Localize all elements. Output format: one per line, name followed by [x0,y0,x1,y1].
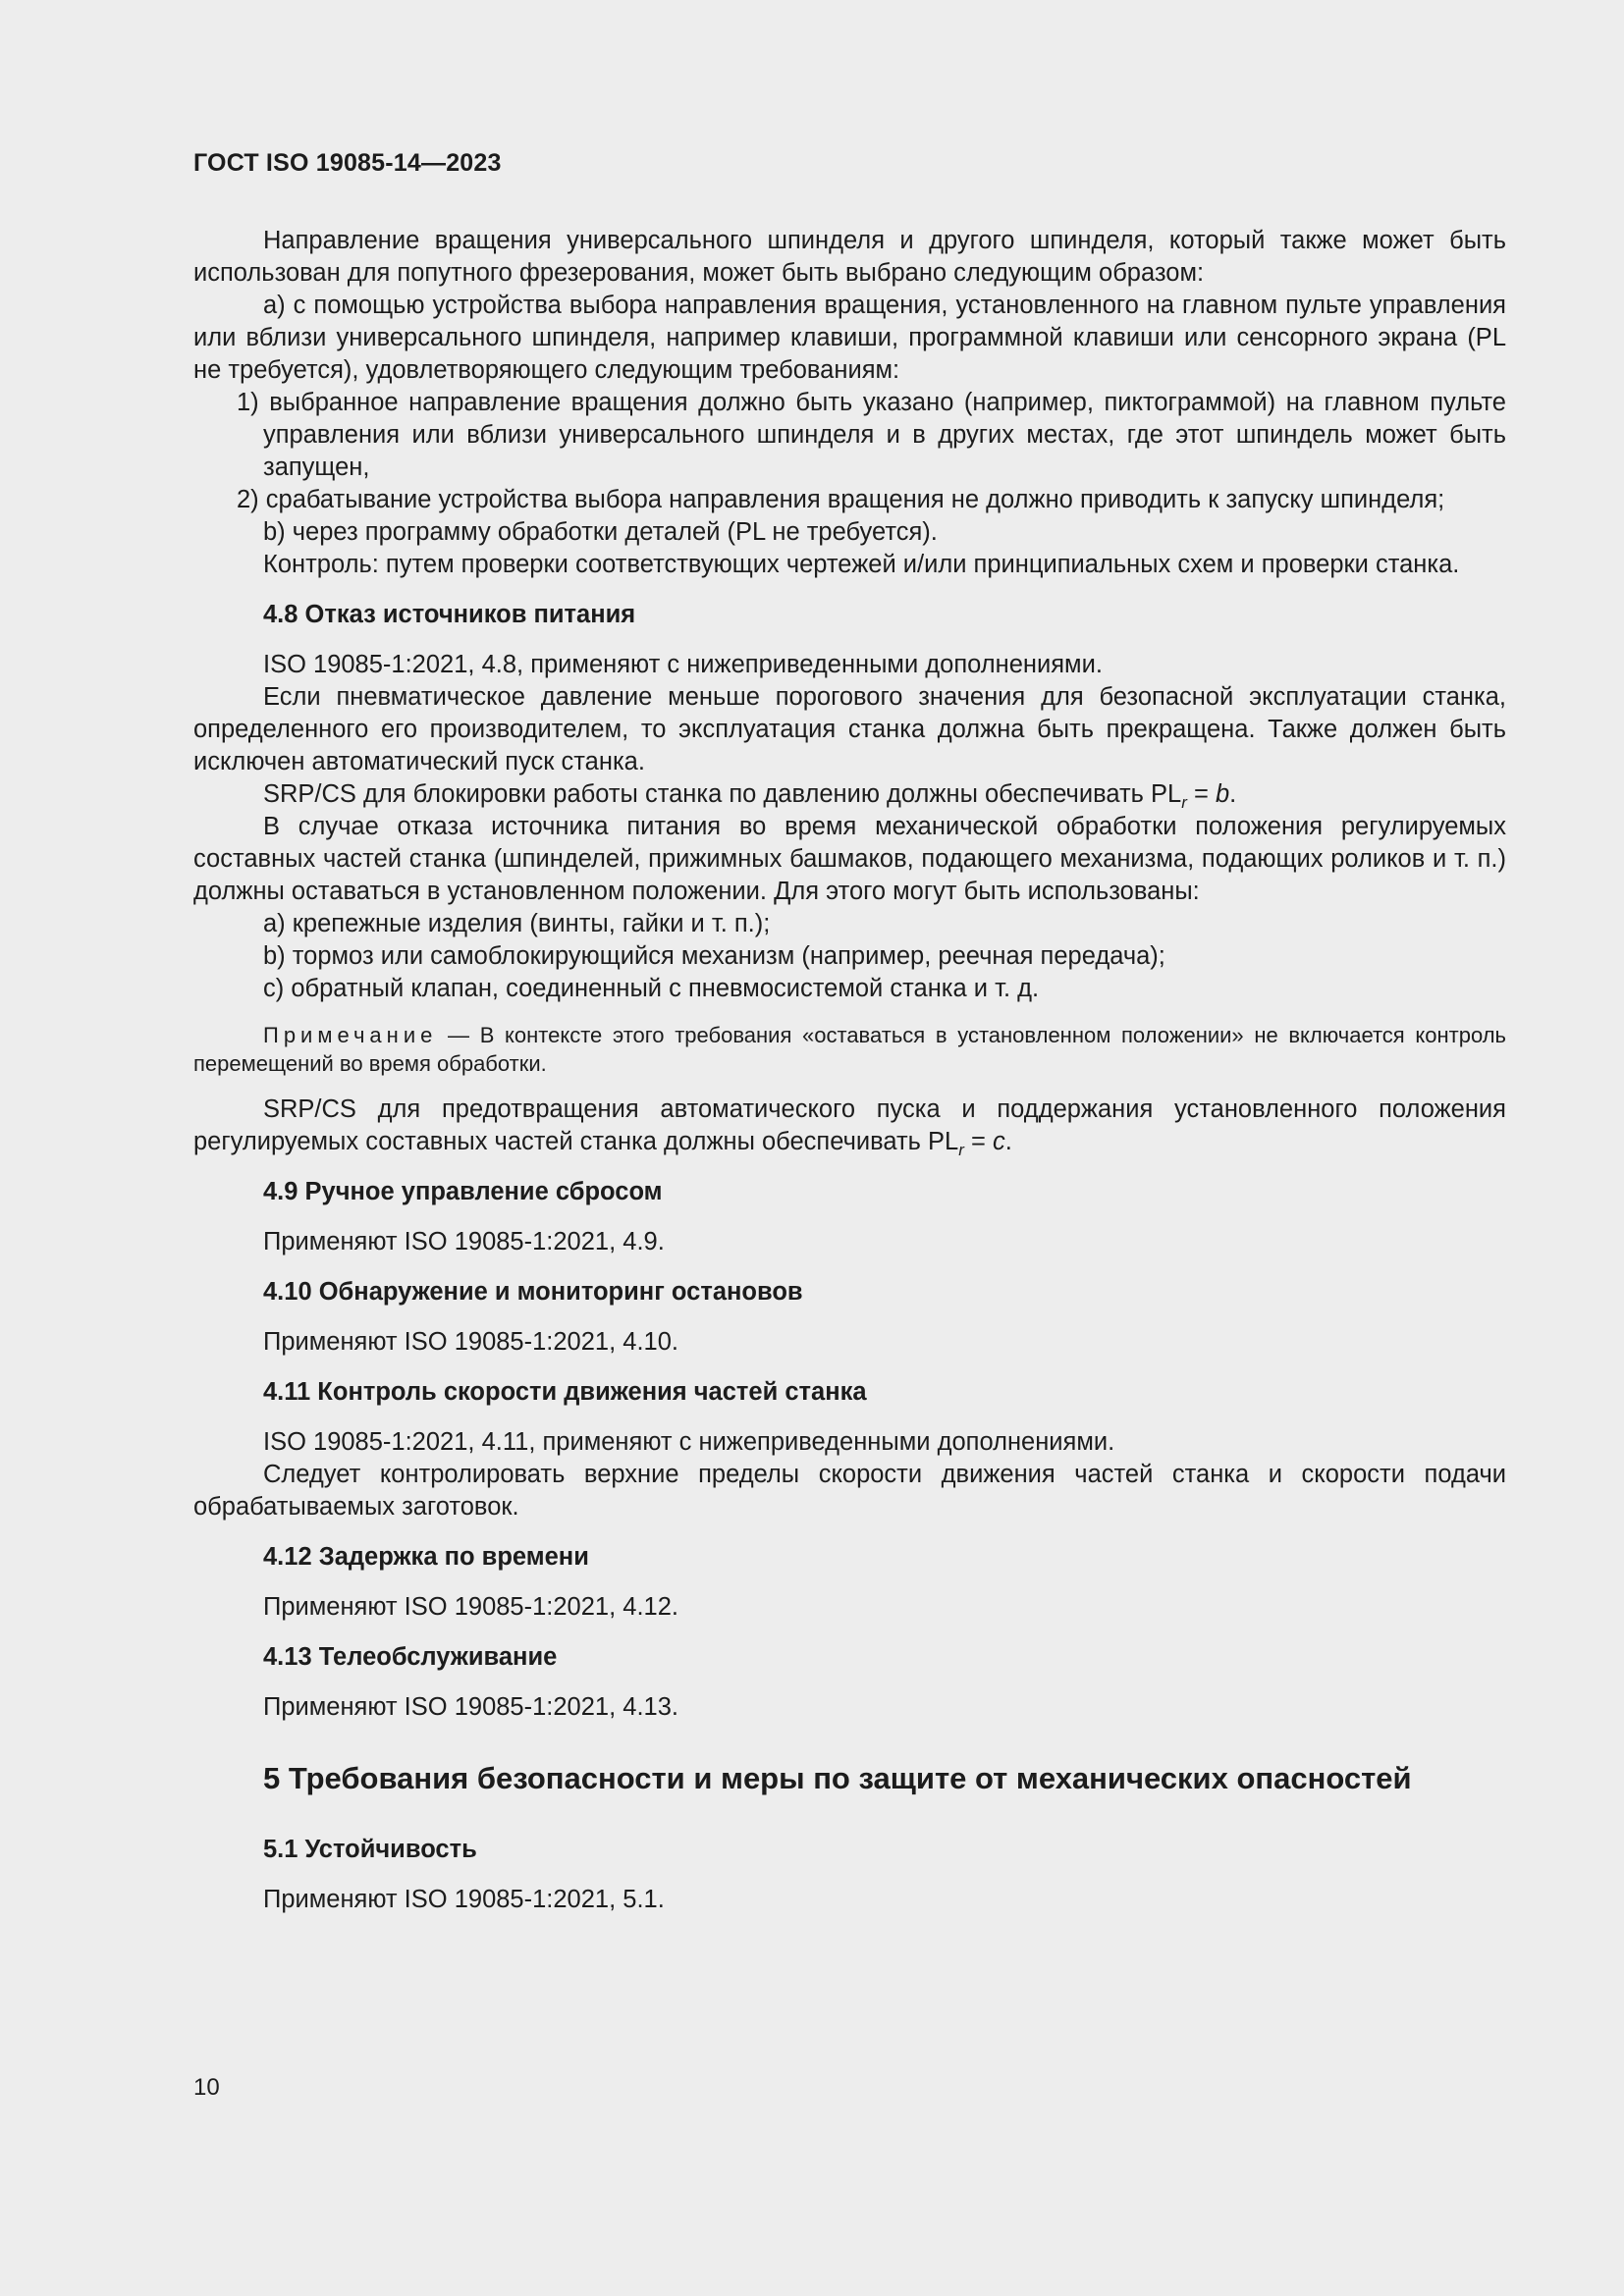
section-heading-5-1: 5.1 Устойчивость [263,1836,477,1863]
pl-value: c [992,1128,1005,1155]
text-run: SRP/CS для предотвращения автоматического пуска и поддержания установленного положения регулируемых составных частей станка должны обеспечивать PL [193,1095,1506,1155]
paragraph: Контроль: путем проверки соответствующих чертежей и/или принципиальных схем и проверки станка. [263,551,1460,578]
chapter-heading-5: 5 Требования безопасности и меры по защите от механических опасностей [263,1761,1412,1795]
section-heading-4-10: 4.10 Обнаружение и мониторинг остановов [263,1278,803,1306]
list-item: a) крепежные изделия (винты, гайки и т. п.); [263,910,771,937]
paragraph-pl-c [193,1094,1506,1158]
paragraph: Применяют ISO 19085-1:2021, 4.13. [263,1693,678,1721]
subscript: r [958,1141,964,1160]
page-body [193,225,1506,1916]
list-item: c) обратный клапан, соединенный с пневмосистемой станка и т. д. [263,975,1040,1002]
paragraph: В случае отказа источника питания во время механической обработки положения регулируемых составных частей станка (шпинделей, прижимных башмаков, подающего механизма, подающих роликов и т. п.) должны оставаться в установленном положении. Для этого могут быть использованы: [193,813,1506,905]
paragraph: Применяют ISO 19085-1:2021, 4.12. [263,1593,678,1621]
list-item: b) тормоз или самоблокирующийся механизм (например, реечная передача); [263,942,1165,970]
paragraph: ISO 19085-1:2021, 4.11, применяют с нижеприведенными дополнениями. [263,1428,1115,1456]
subscript: r [1181,793,1187,813]
section-heading-4-8: 4.8 Отказ источников питания [263,601,636,628]
list-item: 2) срабатывание устройства выбора направления вращения не должно приводить к запуску шпинделя; [237,486,1445,513]
text-run: SRP/CS для блокировки работы станка по давлению должны обеспечивать PL [263,780,1182,808]
section-heading-4-13: 4.13 Телеобслуживание [263,1643,558,1671]
paragraph: Если пневматическое давление меньше порогового значения для безопасной эксплуатации станка, определенного его производителем, то эксплуатация станка должна быть прекращена. Также должен быть исключен автоматический пуск станка. [193,683,1506,775]
section-heading-4-9: 4.9 Ручное управление сбросом [263,1178,663,1205]
text-run: . [1004,1128,1012,1155]
section-heading-4-12: 4.12 Задержка по времени [263,1543,589,1571]
text-run: . [1229,780,1237,808]
paragraph: Направление вращения универсального шпинделя и другого шпинделя, который также может быть использован для попутного фрезерования, может быть выбрано следующим образом: [193,227,1506,287]
note-label: Примечание [263,1023,438,1047]
paragraph: Применяют ISO 19085-1:2021, 5.1. [263,1886,665,1913]
paragraph: Применяют ISO 19085-1:2021, 4.9. [263,1228,665,1255]
note [193,1021,1506,1078]
note-dash: — [437,1023,480,1047]
section-heading-4-11: 4.11 Контроль скорости движения частей станка [263,1378,867,1406]
page-number: 10 [193,2074,220,2101]
paragraph-pl-b [193,778,1506,811]
document-header: ГОСТ ISO 19085-14—2023 [193,149,502,177]
pl-value: b [1215,780,1230,808]
paragraph: Следует контролировать верхние пределы скорости движения частей станка и скорости подачи обрабатываемых заготовок. [193,1461,1506,1521]
text-run: = [1186,780,1216,808]
list-item: 1) выбранное направление вращения должно быть указано (например, пиктограммой) на главном пульте управления или вблизи универсального шпинделя и в других местах, где этот шпиндель может быть запущен, [237,389,1506,481]
paragraph: Применяют ISO 19085-1:2021, 4.10. [263,1328,678,1356]
paragraph: ISO 19085-1:2021, 4.8, применяют с нижеприведенными дополнениями. [263,651,1103,678]
note-text: В контексте этого требования «оставаться в установленном положении» не включается контроль перемещений во время обработки. [193,1023,1507,1076]
paragraph: b) через программу обработки деталей (PL не требуется). [263,518,938,546]
text-run: = [963,1128,993,1155]
paragraph: a) с помощью устройства выбора направления вращения, установленного на главном пульте управления или вблизи универсального шпинделя, например клавиши, программной клавиши или сенсорного экрана (PL не требуется), удовлетворяющего следующим требованиям: [193,292,1506,384]
